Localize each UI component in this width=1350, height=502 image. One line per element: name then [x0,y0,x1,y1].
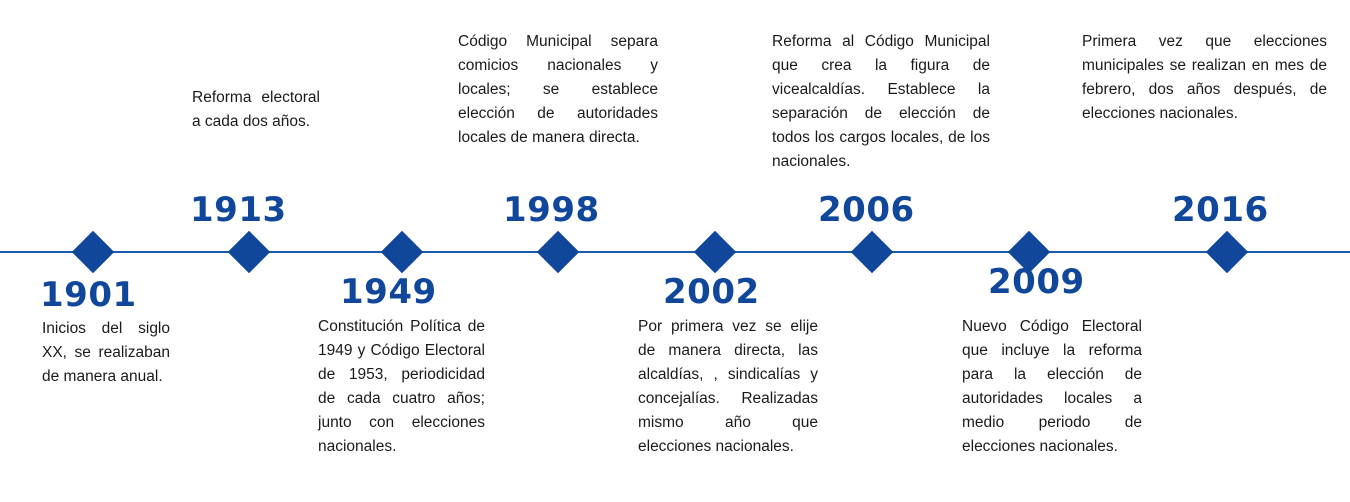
timeline-event-description: Inicios del siglo XX, se realizaban de manera anual. [42,320,170,385]
timeline-year-label: 2016 [1172,190,1269,230]
timeline-marker-1949 [381,231,423,273]
timeline-year-label: 1901 [40,275,137,315]
timeline-event-description: Reforma electoral a cada dos años. [192,89,320,130]
timeline-year-label: 1998 [503,190,600,230]
timeline-marker-2016 [1206,231,1248,273]
timeline-marker-2006 [851,231,893,273]
timeline-marker-1998 [537,231,579,273]
timeline-axis [0,251,1350,253]
timeline-event-description: Nuevo Código Electoral que incluye la reforma para la elección de autoridades locales a medio periodo de elecciones nacionales. [962,318,1142,455]
timeline-year-label: 2006 [818,190,915,230]
timeline-year-label: 2009 [988,262,1085,302]
timeline-year-label: 2002 [663,272,760,312]
timeline-event-description: Código Municipal separa comicios nacionales y locales; se establece elección de autoridades locales de manera directa. [458,33,658,146]
timeline-event-description: Reforma al Código Municipal que crea la figura de vicealcaldías. Establece la separación de elección de todos los cargos locales, de los nacionales. [772,33,990,170]
timeline-marker-2002 [694,231,736,273]
timeline-event-description: Primera vez que elecciones municipales se realizan en mes de febrero, dos años después, de elecciones nacionales. [1082,33,1327,122]
timeline-year-label: 1949 [340,272,437,312]
timeline-year-label: 1913 [190,190,287,230]
timeline-marker-1901 [72,231,114,273]
timeline-event-description: Constitución Política de 1949 y Código Electoral de 1953, periodicidad de cada cuatro años; junto con elecciones nacionales. [318,318,485,455]
timeline-marker-1913 [228,231,270,273]
timeline-event-description: Por primera vez se elije de manera directa, las alcaldías, , sindicalías y concejalías. Realizadas mismo año que elecciones nacionales. [638,318,818,455]
